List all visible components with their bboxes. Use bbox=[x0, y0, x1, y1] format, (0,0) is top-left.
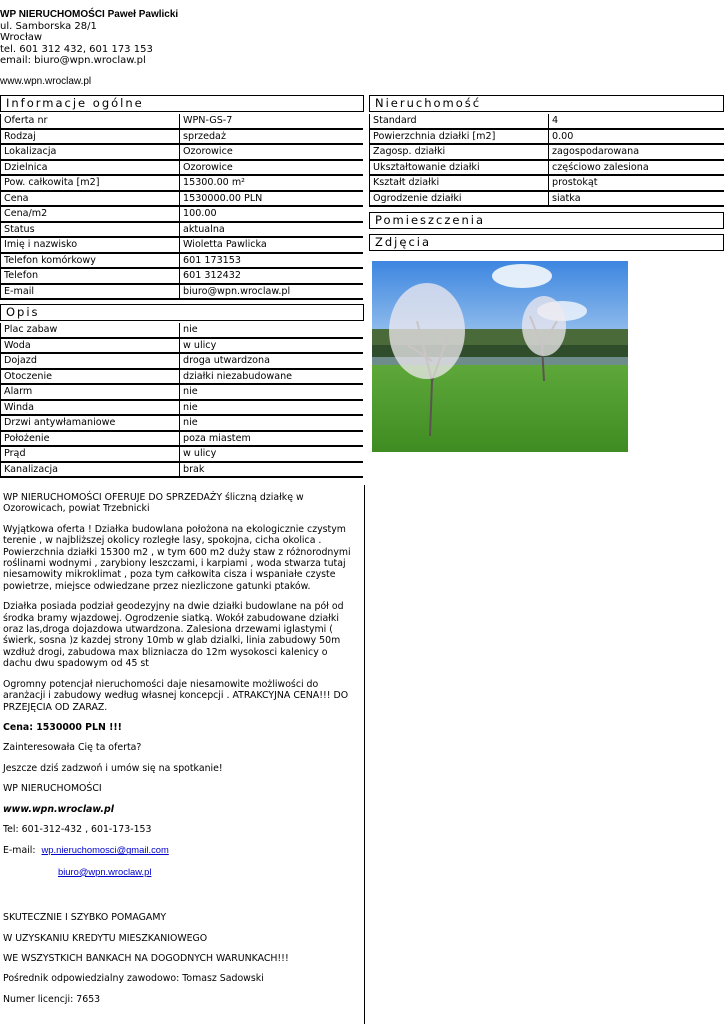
row-label: Położenie bbox=[1, 431, 180, 447]
table-row bbox=[1, 446, 364, 462]
description bbox=[3, 492, 358, 1014]
row-label: Lokalizacja bbox=[1, 144, 180, 160]
row-label: Kanalizacja bbox=[1, 462, 180, 478]
row-label: Status bbox=[1, 222, 180, 238]
row-label: Telefon komórkowy bbox=[1, 253, 180, 269]
row-value: działki niezabudowane bbox=[180, 369, 364, 385]
section-photos-title: Zdjęcia bbox=[369, 234, 724, 251]
table-row bbox=[370, 129, 724, 145]
row-value: biuro@wpn.wroclaw.pl bbox=[180, 284, 364, 300]
agency-website: www.wpn.wroclaw.pl bbox=[0, 75, 92, 87]
desc-agent: Pośrednik odpowiedzialny zawodowo: Tomasz Sadowski bbox=[3, 973, 264, 985]
table-row bbox=[1, 160, 364, 176]
left-column bbox=[0, 95, 364, 478]
table-row bbox=[1, 144, 364, 160]
row-value: nie bbox=[180, 400, 364, 416]
row-value: Ozorowice bbox=[180, 160, 364, 176]
table-row bbox=[370, 160, 724, 176]
desc-intro: WP NIERUCHOMOŚCI OFERUJE DO SPRZEDAŻY śliczną działkę w Ozorowicach, powiat Trzebnicki bbox=[3, 492, 304, 515]
table-row bbox=[1, 338, 364, 354]
desc-email-line-2 bbox=[3, 866, 358, 878]
desc-email-label: E-mail: bbox=[3, 845, 36, 857]
table-row bbox=[1, 284, 364, 300]
row-label: Powierzchnia działki [m2] bbox=[370, 129, 549, 145]
row-value: 4 bbox=[549, 114, 724, 129]
row-value: Wioletta Pawlicka bbox=[180, 237, 364, 253]
row-value: 15300.00 m² bbox=[180, 175, 364, 191]
row-label: Prąd bbox=[1, 446, 180, 462]
row-label: Otoczenie bbox=[1, 369, 180, 385]
table-row bbox=[1, 129, 364, 145]
table-row bbox=[370, 175, 724, 191]
table-row bbox=[1, 114, 364, 129]
row-label: E-mail bbox=[1, 284, 180, 300]
row-label: Cena bbox=[1, 191, 180, 207]
row-value: częściowo zalesiona bbox=[549, 160, 724, 176]
row-value: brak bbox=[180, 462, 364, 478]
section-property-title: Nieruchomość bbox=[369, 95, 724, 112]
row-label: Ogrodzenie działki bbox=[370, 191, 549, 207]
desc-line-2: W UZYSKANIU KREDYTU MIESZKANIOWEGO bbox=[3, 932, 208, 944]
section-general-title: Informacje ogólne bbox=[0, 95, 364, 112]
row-label: Drzwi antywłamaniowe bbox=[1, 415, 180, 431]
desc-price: Cena: 1530000 PLN !!! bbox=[3, 721, 122, 733]
row-value: prostokąt bbox=[549, 175, 724, 191]
desc-paragraph-3: Ogromny potencjał nieruchomości daje niesamowite możliwości do aranżacji i zabudowy według własnej koncepcji . ATRAKCYJNA CENA!!! DO PRZEJĘCIA OD ZARAZ. bbox=[3, 678, 349, 713]
opis-table bbox=[0, 323, 363, 478]
agency-city: Wrocław bbox=[0, 32, 43, 43]
row-label: Zagosp. działki bbox=[370, 144, 549, 160]
row-label: Dojazd bbox=[1, 353, 180, 369]
table-row bbox=[1, 415, 364, 431]
row-value: nie bbox=[180, 323, 364, 338]
agency-street: ul. Samborska 28/1 bbox=[0, 20, 97, 32]
desc-paragraph-2: Działka posiada podział geodezyjny na dwie działki budowlane na pół od środka bramy wjazdowej. Ogrodzenie siatką. Wokół zabudowane działki oraz las,droga dojazdowa utwardzona. Zalesiona drzewami iglastymi ( świerk, sosna )z kazdej strony 10mb w glab dzialki, linia zabudowy 50m wzdłuż drogi, zabudowa max blizniacza do 12m wysokosci kalenicy o dachu dwu spadowym od 45 st bbox=[3, 601, 344, 670]
desc-line-3: WE WSZYSTKICH BANKACH NA DOGODNYCH WARUNKACH!!! bbox=[3, 952, 289, 964]
right-column bbox=[369, 95, 724, 253]
desc-phone: Tel: 601-312-432 , 601-173-153 bbox=[3, 823, 152, 835]
row-label: Plac zabaw bbox=[1, 323, 180, 338]
row-value: sprzedaż bbox=[180, 129, 364, 145]
row-value: aktualna bbox=[180, 222, 364, 238]
desc-email-line bbox=[3, 844, 358, 856]
table-row bbox=[1, 175, 364, 191]
table-row bbox=[1, 206, 364, 222]
agency-phone: tel. 601 312 432, 601 173 153 bbox=[0, 43, 153, 55]
desc-website: www.wpn.wroclaw.pl bbox=[3, 803, 114, 815]
table-row bbox=[1, 253, 364, 269]
desc-question: Zainteresowała Cię ta oferta? bbox=[3, 742, 142, 754]
row-value: zagospodarowana bbox=[549, 144, 724, 160]
table-row bbox=[1, 191, 364, 207]
agency-header bbox=[0, 9, 178, 87]
row-label: Cena/m2 bbox=[1, 206, 180, 222]
table-row bbox=[370, 114, 724, 129]
desc-call: Jeszcze dziś zadzwoń i umów się na spotkanie! bbox=[3, 762, 223, 774]
row-label: Dzielnica bbox=[1, 160, 180, 176]
row-label: Rodzaj bbox=[1, 129, 180, 145]
table-row bbox=[1, 431, 364, 447]
row-value: nie bbox=[180, 384, 364, 400]
row-value: WPN-GS-7 bbox=[180, 114, 364, 129]
email-link-wpn[interactable]: biuro@wpn.wroclaw.pl bbox=[58, 865, 152, 877]
column-divider bbox=[364, 485, 365, 1024]
row-value: w ulicy bbox=[180, 338, 364, 354]
row-label: Ukształtowanie działki bbox=[370, 160, 549, 176]
table-row bbox=[1, 353, 364, 369]
table-row bbox=[370, 144, 724, 160]
table-row bbox=[1, 384, 364, 400]
agency-name: WP NIERUCHOMOŚCI Paweł Pawlicki bbox=[0, 9, 179, 20]
row-label: Imię i nazwisko bbox=[1, 237, 180, 253]
email-link-gmail[interactable]: wp.nieruchomosci@gmail.com bbox=[41, 844, 169, 856]
row-value: 0.00 bbox=[549, 129, 724, 145]
row-label: Alarm bbox=[1, 384, 180, 400]
desc-line-1: SKUTECZNIE I SZYBKO POMAGAMY bbox=[3, 912, 167, 924]
row-label: Woda bbox=[1, 338, 180, 354]
table-row bbox=[1, 268, 364, 284]
row-value: poza miastem bbox=[180, 431, 364, 447]
property-photo[interactable] bbox=[372, 261, 628, 452]
section-opis-title: Opis bbox=[0, 304, 364, 321]
property-table bbox=[369, 114, 724, 207]
table-row bbox=[1, 222, 364, 238]
section-rooms-title: Pomieszczenia bbox=[369, 212, 724, 229]
row-label: Standard bbox=[370, 114, 549, 129]
table-row bbox=[370, 191, 724, 207]
row-label: Winda bbox=[1, 400, 180, 416]
row-value: Ozorowice bbox=[180, 144, 364, 160]
table-row bbox=[1, 462, 364, 478]
row-value: w ulicy bbox=[180, 446, 364, 462]
row-value: 601 312432 bbox=[180, 268, 364, 284]
row-value: 100.00 bbox=[180, 206, 364, 222]
row-label: Pow. całkowita [m2] bbox=[1, 175, 180, 191]
row-value: droga utwardzona bbox=[180, 353, 364, 369]
row-label: Telefon bbox=[1, 268, 180, 284]
agency-email: email: biuro@wpn.wroclaw.pl bbox=[0, 55, 146, 66]
photo-landscape bbox=[372, 261, 628, 452]
row-value: 1530000.00 PLN bbox=[180, 191, 364, 207]
table-row bbox=[1, 400, 364, 416]
general-table bbox=[0, 114, 363, 300]
table-row bbox=[1, 323, 364, 338]
row-label: Oferta nr bbox=[1, 114, 180, 129]
table-row bbox=[1, 369, 364, 385]
desc-company: WP NIERUCHOMOŚCI bbox=[3, 783, 102, 795]
row-value: nie bbox=[180, 415, 364, 431]
table-row bbox=[1, 237, 364, 253]
desc-paragraph-1: Wyjątkowa oferta ! Działka budowlana położona na ekologicznie czystym terenie , w najbliższej okolicy rozległe lasy, spokojna, cicha okolica . Powierzchnia działki 15300 m2 , w tym 600 m2 duży staw z różnorodnymi roślinami wodnymi , zarybiony leszczami, i karpiami , woda stwarza tutaj niesamowity mikroklimat , poza tym całkowita cisza i wspaniałe czyste powietrze, miejsce odwiedzane przez niezliczone gatunki ptaków. bbox=[3, 523, 351, 592]
desc-license: Numer licencji: 7653 bbox=[3, 993, 101, 1005]
row-value: siatka bbox=[549, 191, 724, 207]
row-label: Kształt działki bbox=[370, 175, 549, 191]
row-value: 601 173153 bbox=[180, 253, 364, 269]
